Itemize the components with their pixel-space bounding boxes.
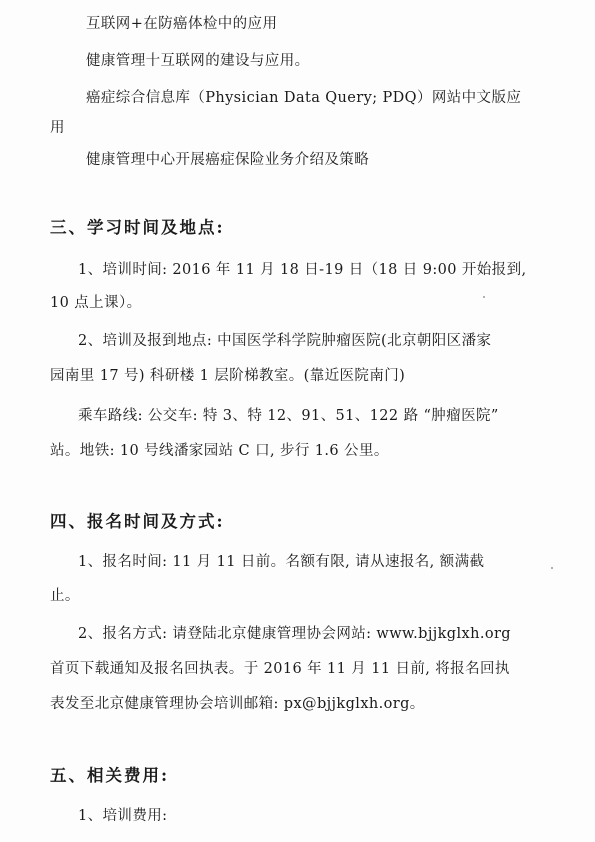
training-fee-text: 1、培训费用:: [78, 808, 168, 824]
registration-time-text-cont: 止。: [50, 588, 80, 604]
registration-method-text: 2、报名方式: 请登陆北京健康管理协会网站: www.bjjkglxh.org: [78, 626, 511, 642]
section-heading-registration: 四、报名时间及方式:: [50, 512, 225, 531]
training-time-text: 1、培训时间: 2016 年 11 月 18 日-19 日（18 日 9:00 开始报到,: [78, 262, 527, 278]
training-place-text: 2、培训及报到地点: 中国医学科学院肿瘤医院(北京朝阳区潘家: [78, 333, 492, 349]
training-place-text-cont: 园南里 17 号) 科研楼 1 层阶梯教室。(靠近医院南门): [50, 368, 406, 384]
topic-item-continuation: 用: [50, 120, 65, 136]
section-heading-fees: 五、相关费用:: [50, 766, 170, 785]
registration-method-text-cont: 首页下载通知及报名回执表。于 2016 年 11 月 11 日前, 将报名回执: [50, 661, 510, 677]
bus-route-text-cont: 站。地铁: 10 号线潘家园站 C 口, 步行 1.6 公里。: [50, 443, 389, 459]
registration-time-text: 1、报名时间: 11 月 11 日前。名额有限, 请从速报名, 额满截: [78, 554, 485, 570]
topic-item: 癌症综合信息库（Physician Data Query; PDQ）网站中文版应: [86, 90, 522, 106]
registration-method-text-cont: 表发至北京健康管理协会培训邮箱: px@bjjkglxh.org。: [50, 696, 425, 712]
bus-route-text: 乘车路线: 公交车: 特 3、特 12、91、51、122 路 “肿瘤医院”: [78, 408, 499, 424]
topic-item: 健康管理中心开展癌症保险业务介绍及策略: [86, 152, 370, 168]
topic-item: 健康管理十互联网的建设与应用。: [86, 53, 310, 69]
scan-speck: [551, 567, 553, 569]
topic-item: 互联网+在防癌体检中的应用: [86, 16, 278, 32]
section-heading-study-time-place: 三、学习时间及地点:: [50, 218, 225, 237]
scan-speck: [483, 296, 485, 298]
training-time-text-cont: 10 点上课）。: [50, 295, 142, 311]
